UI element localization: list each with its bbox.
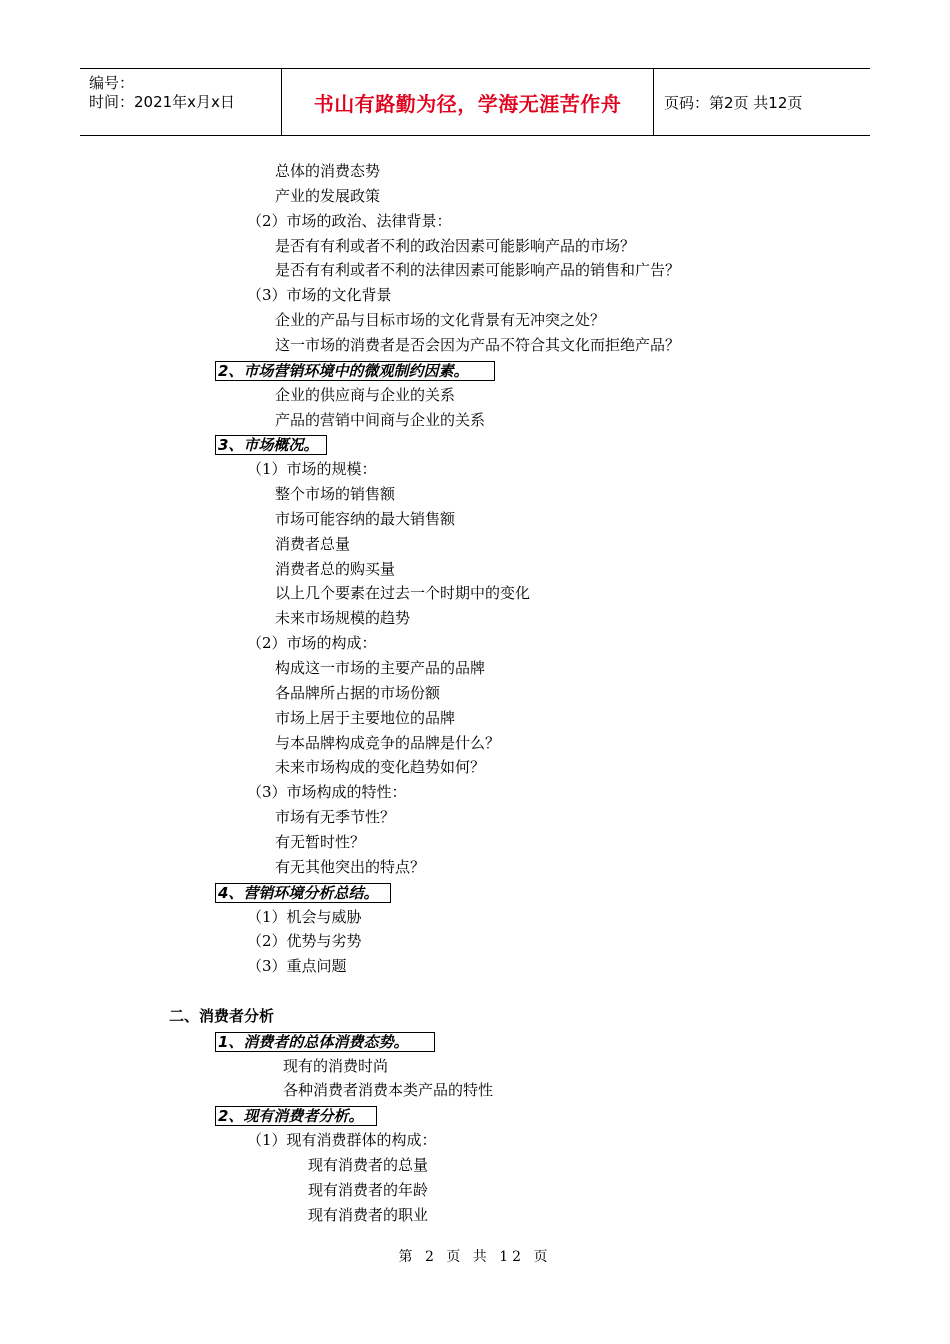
text-line: 产业的发展政策 — [275, 187, 381, 205]
header-meta — [80, 69, 282, 135]
text-line: 整个市场的销售额 — [275, 485, 396, 503]
header-motto: 书山有路勤为径，学海无涯苦作舟 — [282, 69, 654, 135]
text-line: 市场上居于主要地位的品牌 — [275, 709, 456, 727]
text-line: 企业的产品与目标市场的文化背景有无冲突之处？ — [275, 311, 606, 329]
text-line: 消费者总的购买量 — [275, 560, 396, 578]
text-line: 各种消费者消费本类产品的特性 — [283, 1081, 494, 1099]
footer-prefix: 第 — [398, 1249, 417, 1265]
text-line: 现有消费者的年龄 — [308, 1181, 429, 1199]
text-line: 企业的供应商与企业的关系 — [275, 386, 456, 404]
text-line: （1）现有消费群体的构成： — [247, 1131, 437, 1149]
text-line: 市场可能容纳的最大销售额 — [275, 510, 456, 528]
boxed-subheading: 4、营销环境分析总结。 — [215, 883, 391, 903]
text-line: 有无暂时性？ — [275, 833, 366, 851]
text-line: 总体的消费态势 — [275, 162, 381, 180]
text-line: 未来市场构成的变化趋势如何？ — [275, 758, 486, 776]
header-page-info: 页码：第2页 共12页 — [664, 93, 803, 112]
text-line: （1）机会与威胁 — [247, 908, 362, 926]
boxed-subheading: 2、现有消费者分析。 — [215, 1106, 377, 1126]
text-line: 市场有无季节性？ — [275, 808, 396, 826]
text-line: （2）市场的政治、法律背景： — [247, 212, 452, 230]
text-line: （3）市场的文化背景 — [247, 286, 392, 304]
text-line: 与本品牌构成竞争的品牌是什么？ — [275, 734, 501, 752]
text-line: 现有消费者的职业 — [308, 1206, 429, 1224]
text-line: 现有的消费时尚 — [283, 1057, 389, 1075]
boxed-subheading: 2、市场营销环境中的微观制约因素。 — [215, 361, 495, 381]
boxed-subheading: 1、消费者的总体消费态势。 — [215, 1032, 435, 1052]
document-header — [80, 68, 870, 136]
text-line: 以上几个要素在过去一个时期中的变化 — [275, 584, 531, 602]
text-line: 各品牌所占据的市场份额 — [275, 684, 441, 702]
text-line: 构成这一市场的主要产品的品牌 — [275, 659, 486, 677]
document-date: 时间：2021年x月x日 — [89, 93, 235, 111]
footer-suffix: 页 — [533, 1249, 552, 1265]
footer-middle: 页 共 — [446, 1249, 491, 1265]
text-line: 有无其他突出的特点？ — [275, 858, 426, 876]
page-footer — [0, 1246, 950, 1266]
text-line: （2）市场的构成： — [247, 634, 377, 652]
text-line: 这一市场的消费者是否会因为产品不符合其文化而拒绝产品？ — [275, 336, 681, 354]
text-line: 现有消费者的总量 — [308, 1156, 429, 1174]
footer-page-number: 2 — [424, 1249, 438, 1265]
text-line: 消费者总量 — [275, 535, 351, 553]
document-id-label: 编号： — [89, 74, 135, 92]
boxed-subheading: 3、市场概况。 — [215, 435, 327, 455]
text-line: （3）市场构成的特性： — [247, 783, 407, 801]
text-line: （2）优势与劣势 — [247, 932, 362, 950]
section-heading: 二、消费者分析 — [169, 1007, 275, 1025]
text-line: 产品的营销中间商与企业的关系 — [275, 411, 486, 429]
text-line: 是否有有利或者不利的法律因素可能影响产品的销售和广告？ — [275, 261, 681, 279]
text-line: （3）重点问题 — [247, 957, 347, 975]
text-line: （1）市场的规模： — [247, 460, 377, 478]
footer-total-pages: 12 — [499, 1249, 526, 1265]
text-line: 是否有有利或者不利的政治因素可能影响产品的市场？ — [275, 237, 636, 255]
text-line: 未来市场规模的趋势 — [275, 609, 411, 627]
